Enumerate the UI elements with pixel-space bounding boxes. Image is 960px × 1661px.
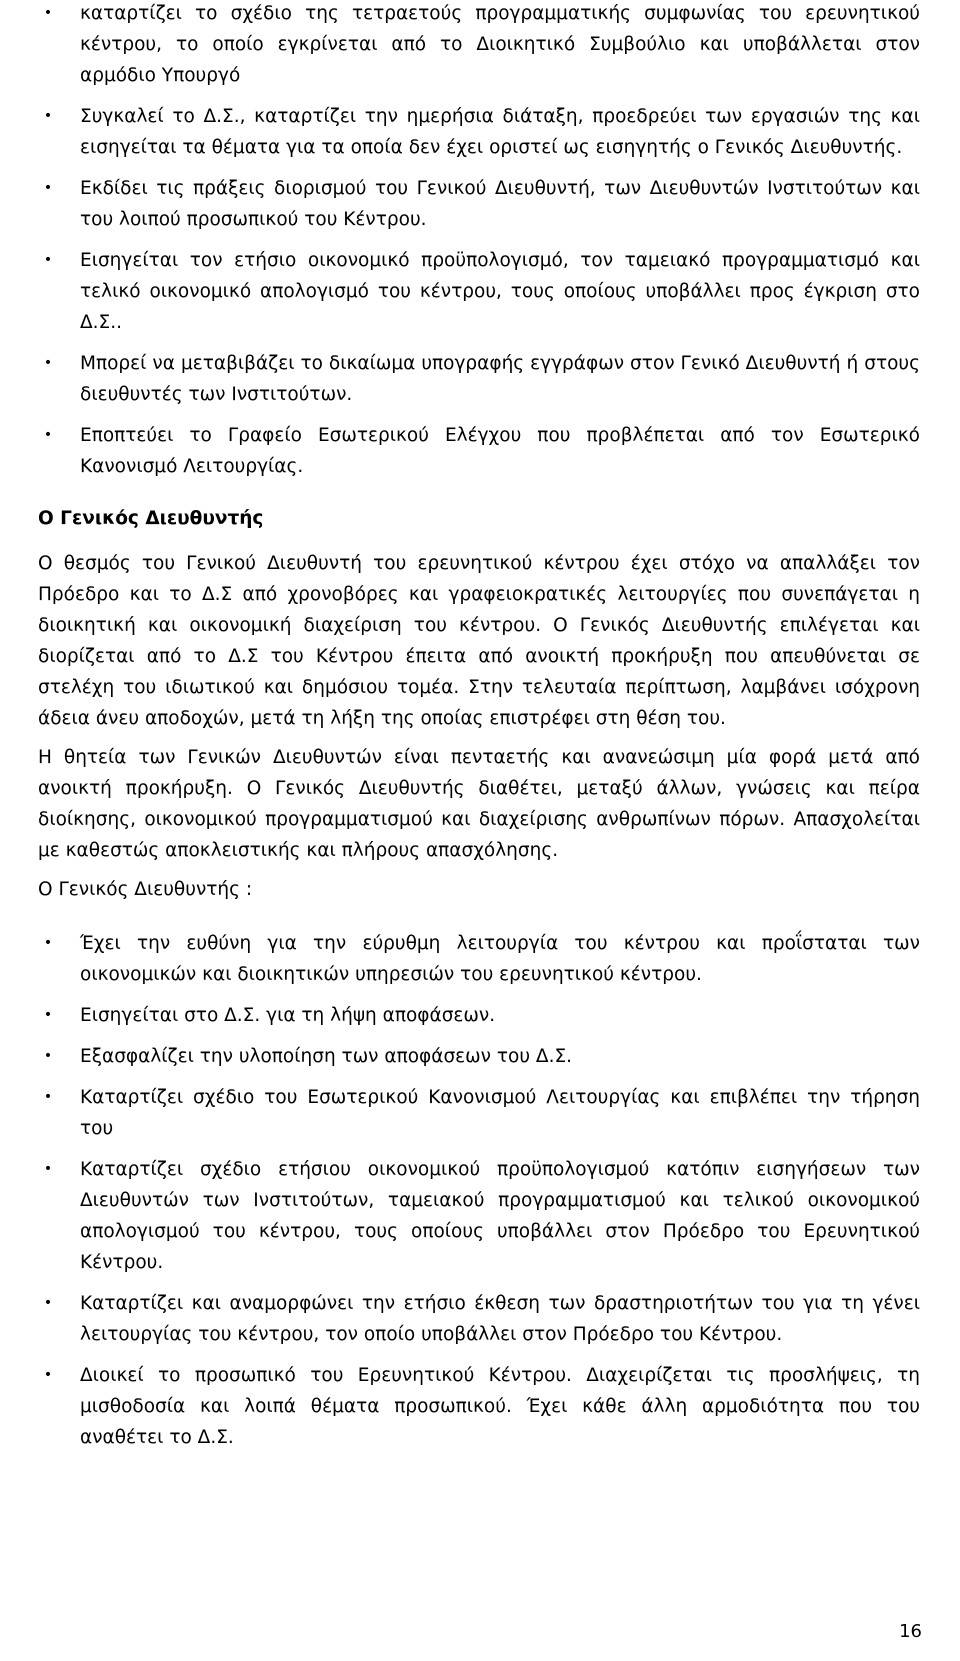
list-item — [38, 101, 920, 163]
bullet-icon: • — [43, 427, 53, 443]
bullet-icon: • — [43, 1367, 53, 1383]
list-item — [38, 928, 920, 990]
bullet-list-top — [38, 0, 920, 482]
bullet-icon: • — [43, 1007, 53, 1023]
section-title: Ο Γενικός Διευθυντής — [38, 508, 264, 529]
bottom-bullet-block — [38, 928, 920, 1453]
bullet-icon: • — [43, 355, 53, 371]
list-item-text: καταρτίζει το σχέδιο της τετραετούς προγραμματικής συμφωνίας του ερευνητικού κέντρου, το οποίο εγκρίνεται από το Διοικητικό Συμβούλιο και υποβάλλεται στον αρμόδιο Υπουργό — [80, 3, 920, 86]
list-item — [38, 1000, 920, 1031]
bullet-icon: • — [43, 108, 53, 124]
list-item-text: Διοικεί το προσωπικό του Ερευνητικού Κέντρου. Διαχειρίζεται τις προσλήψεις, τη μισθοδοσία και λοιπά θέματα προσωπικού. Έχει κάθε άλλη αρμοδιότητα που του αναθέτει το Δ.Σ. — [80, 1365, 920, 1448]
paragraph-1: Ο θεσμός του Γενικού Διευθυντή του ερευνητικού κέντρου έχει στόχο να απαλλάξει τον Πρόεδρο και το Δ.Σ από χρονοβόρες και γραφειοκρατικές λειτουργίες που συνεπάγεται η διοικητική και οικονομική διαχείριση του κέντρου. Ο Γενικός Διευθυντής επιλέγεται και διορίζεται από το Δ.Σ του Κέντρου έπειτα από ανοικτή προκήρυξη που απευθύνεται σε στελέχη του ιδιωτικού και δημόσιου τομέα. Στην τελευταία περίπτωση, λαμβάνει ισόχρονη άδεια άνευ αποδοχών, μετά τη λήξη της οποίας επιστρέφει στη θέση του. — [38, 553, 920, 729]
list-item — [38, 348, 920, 410]
list-item-text: Συγκαλεί το Δ.Σ., καταρτίζει την ημερήσια διάταξη, προεδρεύει των εργασιών της και εισηγείται τα θέματα για τα οποία δεν έχει οριστεί ως εισηγητής ο Γενικός Διευθυντής. — [80, 106, 920, 158]
list-item-text: Εισηγείται στο Δ.Σ. για τη λήψη αποφάσεων. — [80, 1005, 496, 1026]
list-item-text: Καταρτίζει σχέδιο ετήσιου οικονομικού προϋπολογισμού κατόπιν εισηγήσεων των Διευθυντών των Ινστιτούτων, ταμειακού προγραμματισμού και τελικού οικονομικού απολογισμού του κέντρου, τους οποίους υποβάλλει στον Πρόεδρο του Ερευνητικού Κέντρου. — [80, 1159, 920, 1273]
top-bullet-block — [38, 0, 920, 482]
list-item-text: Μπορεί να μεταβιβάζει το δικαίωμα υπογραφής εγγράφων στον Γενικό Διευθυντή ή στους διευθυντές των Ινστιτούτων. — [80, 353, 920, 405]
paragraph-3: Ο Γενικός Διευθυντής : — [38, 879, 253, 900]
list-item — [38, 1082, 920, 1144]
list-item — [38, 245, 920, 338]
bullet-list-bottom — [38, 928, 920, 1453]
page-number: 16 — [899, 1621, 922, 1642]
bullet-icon: • — [43, 1048, 53, 1064]
bullet-icon: • — [43, 1161, 53, 1177]
list-item-text: Εισηγείται τον ετήσιο οικονομικό προϋπολογισμό, τον ταμειακό προγραμματισμό και τελικό οικονομικό απολογισμό του κέντρου, τους οποίους υποβάλλει προς έγκριση στο Δ.Σ.. — [80, 250, 920, 333]
list-item — [38, 173, 920, 235]
bullet-icon: • — [43, 935, 53, 951]
list-item — [38, 1154, 920, 1278]
list-item — [38, 1288, 920, 1350]
list-item-text: Εξασφαλίζει την υλοποίηση των αποφάσεων του Δ.Σ. — [80, 1046, 573, 1067]
bullet-icon: • — [43, 1295, 53, 1311]
list-item-text: Καταρτίζει σχέδιο του Εσωτερικού Κανονισμού Λειτουργίας και επιβλέπει την τήρηση του — [80, 1087, 920, 1139]
list-item-text: Εκδίδει τις πράξεις διορισμού του Γενικού Διευθυντή, των Διευθυντών Ινστιτούτων και του λοιπού προσωπικού του Κέντρου. — [80, 178, 920, 230]
list-item — [38, 1360, 920, 1453]
list-item-text: Έχει την ευθύνη για την εύρυθμη λειτουργία του κέντρου και προΐσταται των οικονομικών και διοικητικών υπηρεσιών του ερευνητικού κέντρου. — [80, 933, 920, 985]
list-item — [38, 0, 920, 91]
list-item-text: Εποπτεύει το Γραφείο Εσωτερικού Ελέγχου που προβλέπεται από τον Εσωτερικό Κανονισμό Λειτουργίας. — [80, 425, 920, 477]
bullet-icon: • — [43, 5, 53, 21]
bullet-icon: • — [43, 252, 53, 268]
list-item — [38, 1041, 920, 1072]
list-item — [38, 420, 920, 482]
paragraph-2: Η θητεία των Γενικών Διευθυντών είναι πενταετής και ανανεώσιμη μία φορά μετά από ανοικτή προκήρυξη. Ο Γενικός Διευθυντής διαθέτει, μεταξύ άλλων, γνώσεις και πείρα διοίκησης, οικονομικού προγραμματισμού και διαχείρισης ανθρωπίνων πόρων. Απασχολείται με καθεστώς αποκλειστικής και πλήρους απασχόλησης. — [38, 747, 920, 861]
bullet-icon: • — [43, 180, 53, 196]
list-item-text: Καταρτίζει και αναμορφώνει την ετήσιο έκθεση των δραστηριοτήτων του για τη γένει λειτουργίας του κέντρου, τον οποίο υποβάλλει στον Πρόεδρο του Κέντρου. — [80, 1293, 920, 1345]
body-paragraphs — [38, 548, 920, 905]
bullet-icon: • — [43, 1089, 53, 1105]
